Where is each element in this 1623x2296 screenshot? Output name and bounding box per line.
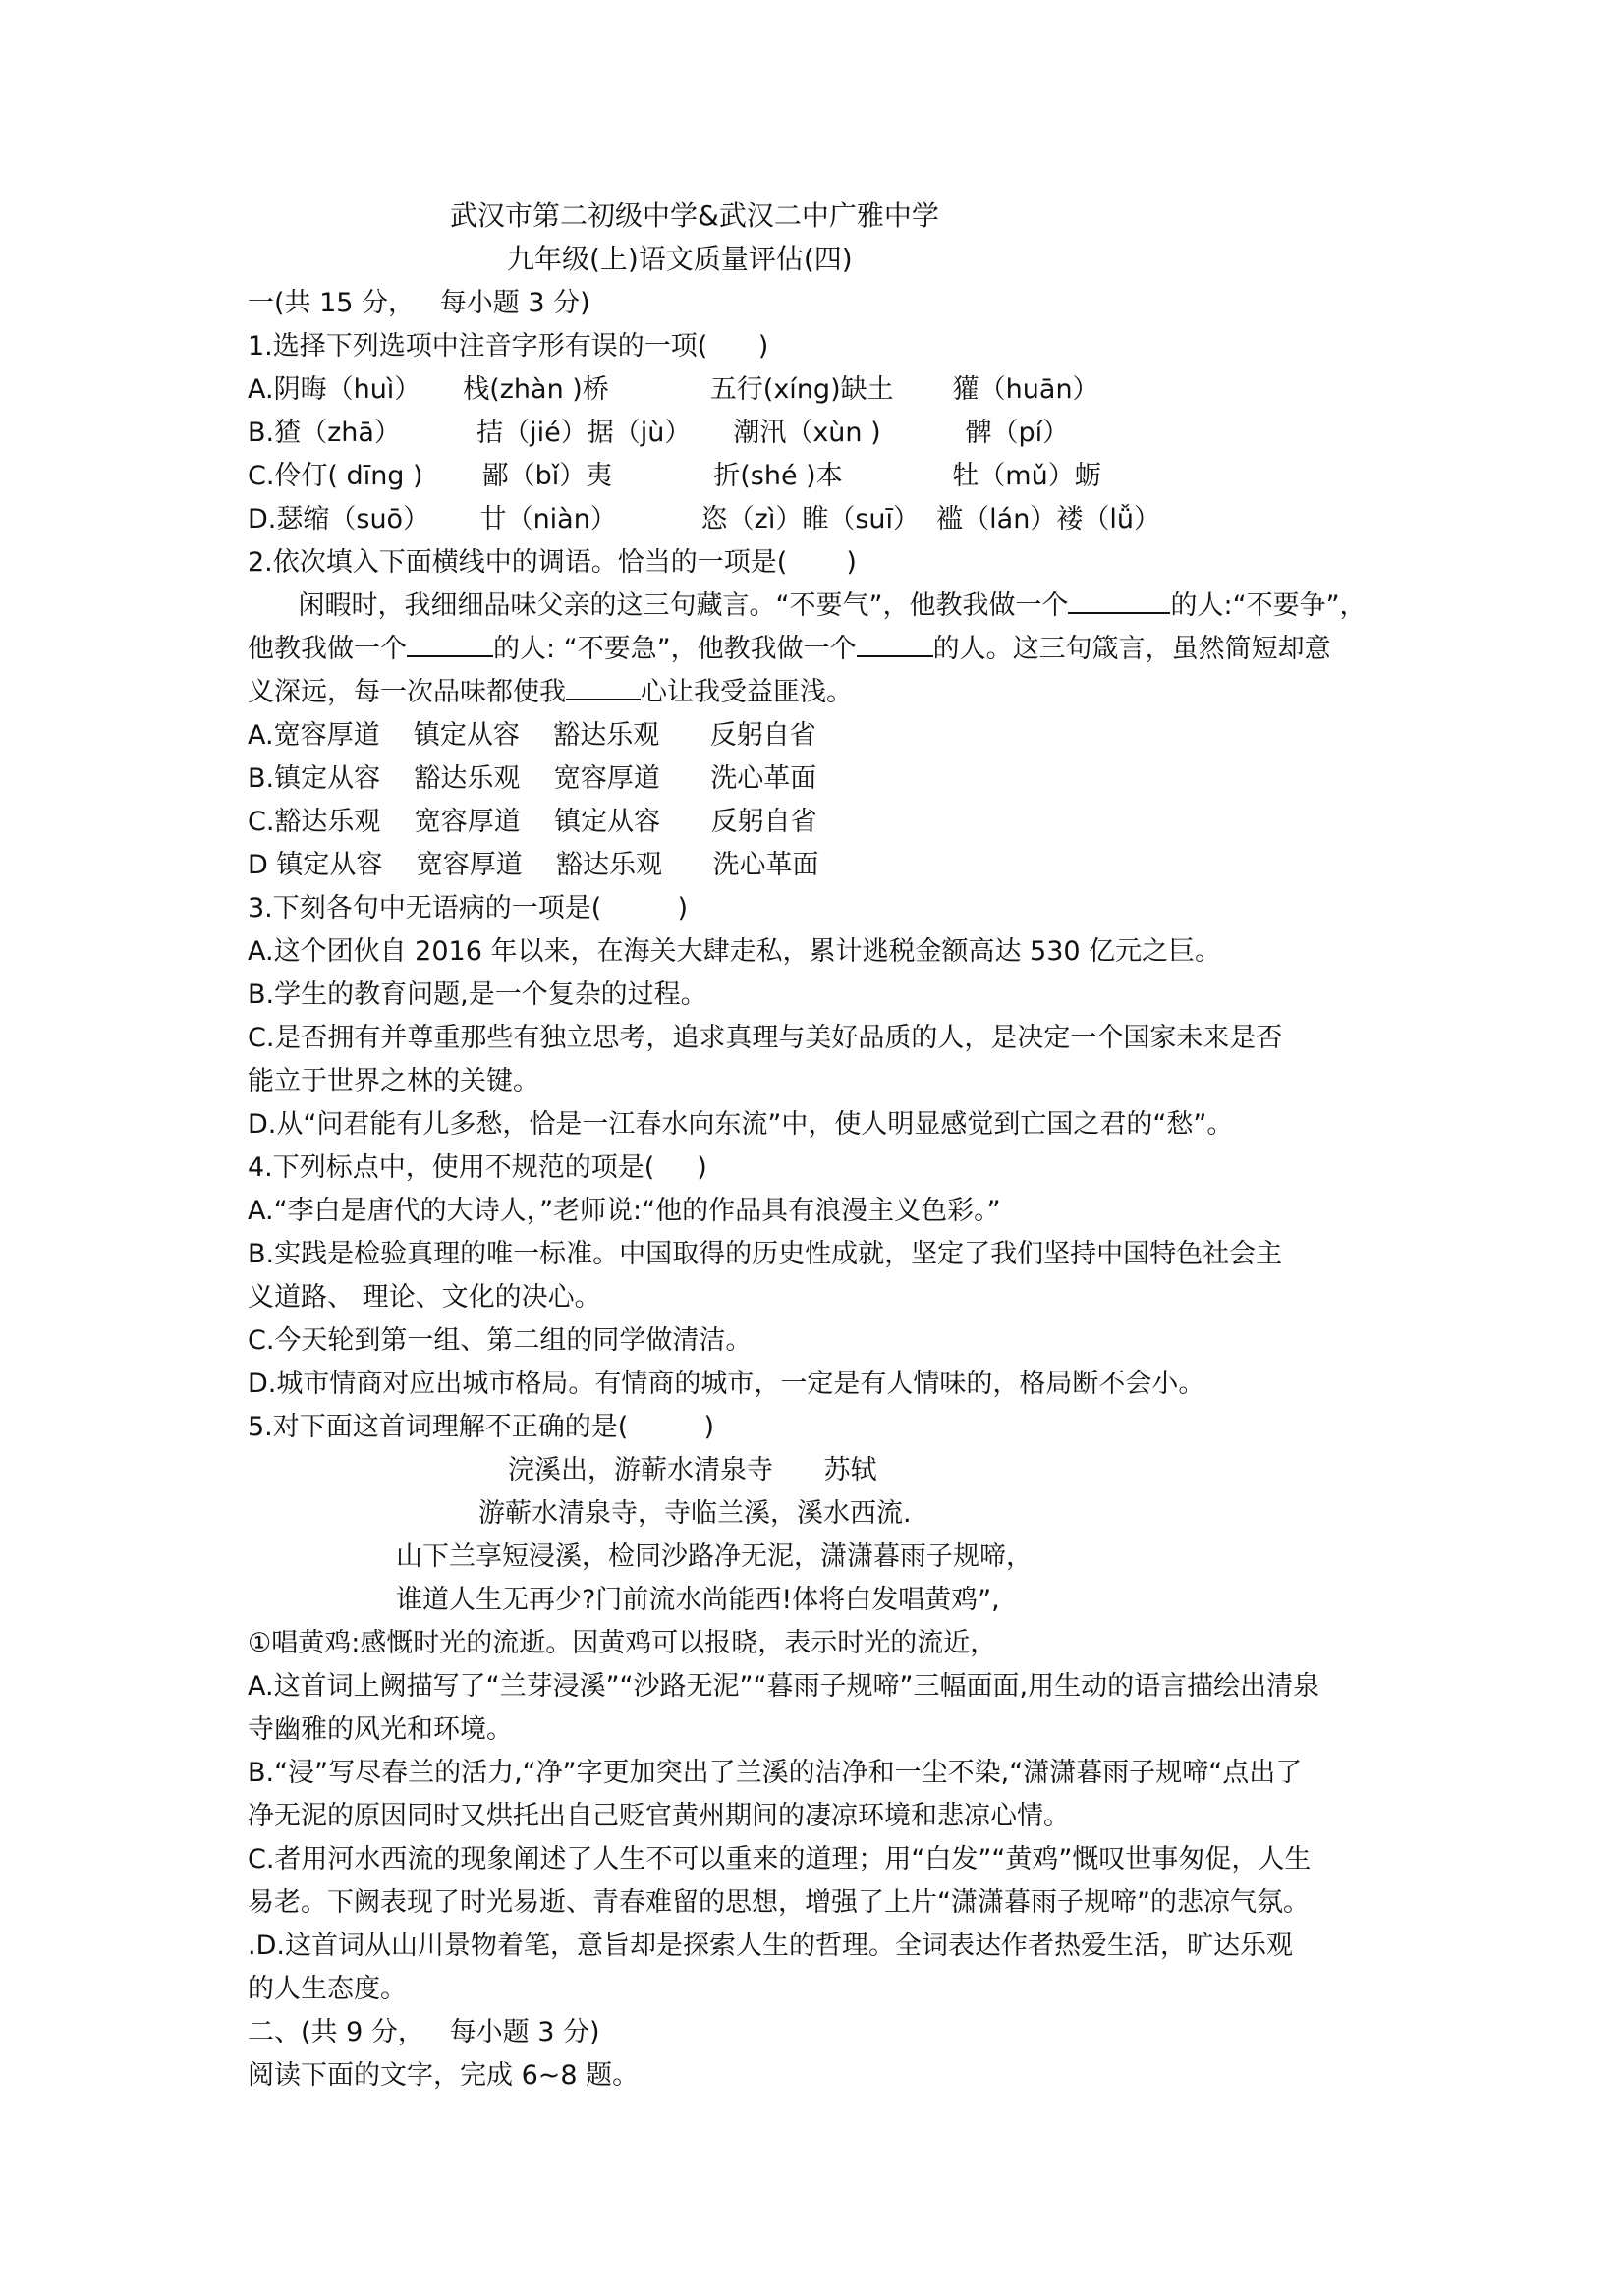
- q1-option-c: C.伶仃( dīng ) 鄙（bǐ）夷 折(shé )本 牡（mǔ）蛎: [248, 461, 1101, 491]
- q5-option-a-line2: 寺幽雅的风光和环境。: [248, 1714, 513, 1745]
- q2-text: 他教我做一个: [248, 634, 407, 664]
- poem-line-2: 谁道人生无再少?门前流水尚能西!体将白发唱黄鸡”,: [396, 1585, 1000, 1615]
- q5-option-d-line2: 的人生态度。: [248, 1974, 407, 2004]
- q2-option-a: A.宽容厚道 镇定从容 豁达乐观 反躬自省: [248, 720, 816, 751]
- q1-stem: 1.选择下列选项中注音字形有误的一项( ): [248, 331, 769, 362]
- q1-option-d: D.瑟缩（suō） 廿（niàn） 恣（zì）睢（suī） 褴（lán）褛（lǚ）: [248, 504, 1160, 534]
- q3-option-c-line2: 能立于世界之林的关键。: [248, 1066, 539, 1096]
- q2-passage-line3: [248, 675, 853, 710]
- q2-text: 的人:“不要争”，: [1170, 590, 1367, 621]
- q5-option-c-line1: C.者用河水西流的现象阐述了人生不可以重来的道理；用“白发”“黄鸡”慨叹世事匆促，人生: [248, 1844, 1312, 1875]
- poem-preface: 游蕲水清泉寺，寺临兰溪，溪水西流.: [478, 1498, 912, 1529]
- q5-option-a-line1: A.这首词上阙描写了“兰芽浸溪”“沙路无泥”“暮雨子规啼”三幅面面,用生动的语言描绘出清泉: [248, 1671, 1320, 1702]
- q2-text: 的人: “不要急”，他教我做一个: [493, 634, 857, 664]
- fill-blank: [857, 634, 933, 657]
- exam-title: 九年级(上)语文质量评估(四): [507, 243, 853, 275]
- section2-intro: 阅读下面的文字，完成 6~8 题。: [248, 2060, 640, 2091]
- q3-option-a: A.这个团伙自 2016 年以来，在海关大肆走私，累计逃税金额高达 530 亿元之巨。: [248, 936, 1222, 967]
- q2-stem: 2.依次填入下面横线中的调语。恰当的一项是( ): [248, 547, 857, 578]
- q2-text: 的人。这三句箴言，虽然简短却意: [932, 634, 1331, 664]
- q3-option-d: D.从“问君能有儿多愁，恰是一江春水向东流”中，使人明显感觉到亡国之君的“愁”。: [248, 1109, 1234, 1140]
- poem-title: 浣溪出，游蕲水清泉寺 苏轼: [508, 1455, 877, 1485]
- q5-stem: 5.对下面这首词理解不正确的是( ): [248, 1412, 715, 1442]
- q2-passage-line1: [248, 588, 1367, 624]
- fill-blank: [1068, 590, 1170, 614]
- section2-title: 二、(共 9 分， 每小题 3 分): [248, 2017, 600, 2047]
- q2-text: 闲暇时，我细细品味父亲的这三句藏言。“不要气”，他教我做一个: [248, 590, 1069, 621]
- q4-option-d: D.城市情商对应出城市格局。有情商的城市，一定是有人情味的，格局断不会小。: [248, 1369, 1205, 1399]
- q4-stem: 4.下列标点中，使用不规范的项是( ): [248, 1152, 707, 1183]
- q4-option-b-line1: B.实践是检验真理的唯一标准。中国取得的历史性成就，坚定了我们坚持中国特色社会主: [248, 1239, 1283, 1269]
- q3-option-c-line1: C.是否拥有并尊重那些有独立思考，追求真理与美好品质的人，是决定一个国家未来是否: [248, 1023, 1283, 1053]
- q1-option-b: B.猹（zhā） 拮（jié）据（jù） 潮汛（xùn ) 髀（pí）: [248, 418, 1070, 448]
- q2-option-d: D 镇定从容 宽容厚道 豁达乐观 洗心革面: [248, 850, 819, 880]
- poem-line-1: 山下兰享短浸溪，检同沙路净无泥，潇潇暮雨子规啼，: [396, 1541, 1033, 1572]
- q2-text: 义深远，每一次品味都使我: [248, 677, 566, 707]
- q4-option-c: C.今天轮到第一组、第二组的同学做清洁。: [248, 1325, 753, 1356]
- q3-stem: 3.下刻各句中无语病的一项是( ): [248, 893, 689, 924]
- fill-blank: [407, 634, 493, 657]
- q2-passage-line2: [248, 632, 1331, 667]
- q2-text: 心让我受益匪浅。: [641, 677, 853, 707]
- fill-blank: [566, 677, 641, 700]
- q5-option-c-line2: 易老。下阙表现了时光易逝、青春难留的思想，增强了上片“潇潇暮雨子规啼”的悲凉气氛。: [248, 1887, 1310, 1918]
- q4-option-a: A.“李白是唐代的大诗人，”老师说:“他的作品具有浪漫主义色彩。”: [248, 1196, 1001, 1226]
- poem-note: ①唱黄鸡:感慨时光的流逝。因黄鸡可以报晓，表示时光的流近，: [248, 1628, 997, 1658]
- q2-option-b: B.镇定从容 豁达乐观 宽容厚道 洗心革面: [248, 763, 817, 794]
- q4-option-b-line2: 义道路、 理论、文化的决心。: [248, 1282, 601, 1313]
- section1-title: 一(共 15 分， 每小题 3 分): [248, 288, 590, 318]
- school-title: 武汉市第二初级中学&武汉二中广雅中学: [450, 199, 939, 232]
- q2-option-c: C.豁达乐观 宽容厚道 镇定从容 反躬自省: [248, 807, 817, 837]
- q5-option-d-line1: .D.这首词从山川景物着笔，意旨却是探索人生的哲理。全词表达作者热爱生活，旷达乐观: [248, 1931, 1293, 1961]
- q1-option-a: A.阴晦（huì） 栈(zhàn )桥 五行(xíng)缺土 獾（huān）: [248, 374, 1099, 405]
- q5-option-b-line2: 净无泥的原因同时又烘托出自己贬官黄州期间的凄凉环境和悲凉心情。: [248, 1801, 1070, 1831]
- q5-option-b-line1: B.“浸”写尽春兰的活力,“净”字更加突出了兰溪的洁净和一尘不染,“潇潇暮雨子规啼“点出了: [248, 1758, 1303, 1788]
- q3-option-b: B.学生的教育问题,是一个复杂的过程。: [248, 980, 707, 1010]
